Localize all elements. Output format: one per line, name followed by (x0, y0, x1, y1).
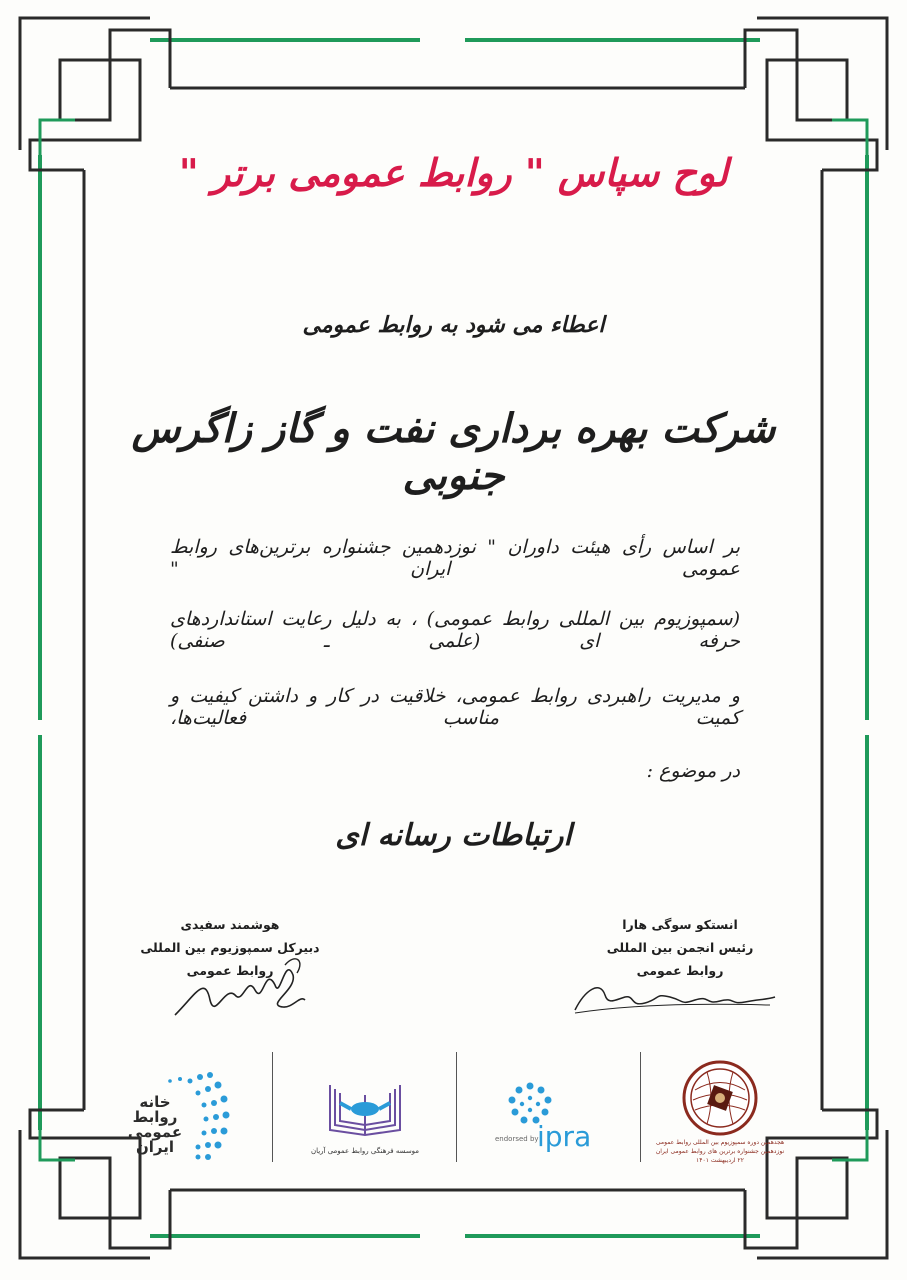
khaneh-line-4: ایران (135, 1138, 175, 1156)
festival-line-2: نوزدهمین جشنواره برترین های روابط عمومی ایران (655, 1148, 785, 1155)
body-line-1: بر اساس رأی هیئت داوران " نوزدهمین جشنواره برترین‌های روابط عمومی ایران " (170, 536, 740, 580)
certificate-title: لوح سپاس " روابط عمومی برتر " (178, 150, 729, 195)
handshake-book-icon (310, 1075, 420, 1145)
ipra-logo (495, 1080, 605, 1160)
khaneh-line-3: عمومی (127, 1123, 183, 1141)
festival-emblem-icon (655, 1060, 785, 1138)
festival-line-3: ۲۲ اردیبهشت ۱۴۰۱ (696, 1157, 744, 1164)
left-signatory-role-2: روابط عمومی (186, 963, 274, 978)
body-line-3: و مدیریت راهبردی روابط عمومی، خلاقیت در کار و داشتن کیفیت و کمیت مناسب فعالیت‌ها، (170, 685, 740, 729)
body-line-2: (سمپوزیوم بین المللی روابط عمومی) ، به دلیل رعایت استانداردهای حرفه ای (علمی ـ صنفی) (170, 608, 740, 652)
awarded-to-line: اعطاء می شود به روابط عمومی (302, 312, 605, 338)
right-signatory-name: انستکو سوگی هارا (622, 917, 738, 932)
subject-text: ارتباطات رسانه ای (335, 818, 572, 853)
institute-logo (310, 1075, 420, 1165)
khaneh-logo (120, 1065, 240, 1165)
ipra-name: ipra (537, 1120, 592, 1153)
company-name: شرکت بهره برداری نفت و گاز زاگرس جنوبی (131, 405, 776, 499)
khaneh-line-1: خانه (139, 1093, 171, 1111)
festival-logo (655, 1060, 785, 1180)
logo-divider-3 (640, 1052, 641, 1162)
left-signatory-role-1: دبیرکل سمپوزیوم بین المللی (140, 940, 320, 955)
khaneh-line-2: روابط (132, 1108, 178, 1126)
right-signatory-role-2: روابط عمومی (636, 963, 724, 978)
right-signatory-role-1: رئیس انجمن بین المللی (606, 940, 754, 955)
ipra-endorsed: endorsed by (495, 1135, 539, 1143)
subject-label: در موضوع : (646, 760, 740, 782)
right-signature (570, 975, 780, 1020)
left-signatory-name: هوشمند سفیدی (180, 917, 280, 932)
logo-divider-2 (456, 1052, 457, 1162)
institute-caption: موسسه فرهنگی روابط عمومی آریان (310, 1147, 420, 1155)
logo-divider-1 (272, 1052, 273, 1162)
right-signatory (550, 913, 810, 982)
festival-line-1: هجدهمین دوره سمپوزیوم بین المللی روابط عمومی (655, 1139, 785, 1146)
left-signature (165, 945, 315, 1025)
